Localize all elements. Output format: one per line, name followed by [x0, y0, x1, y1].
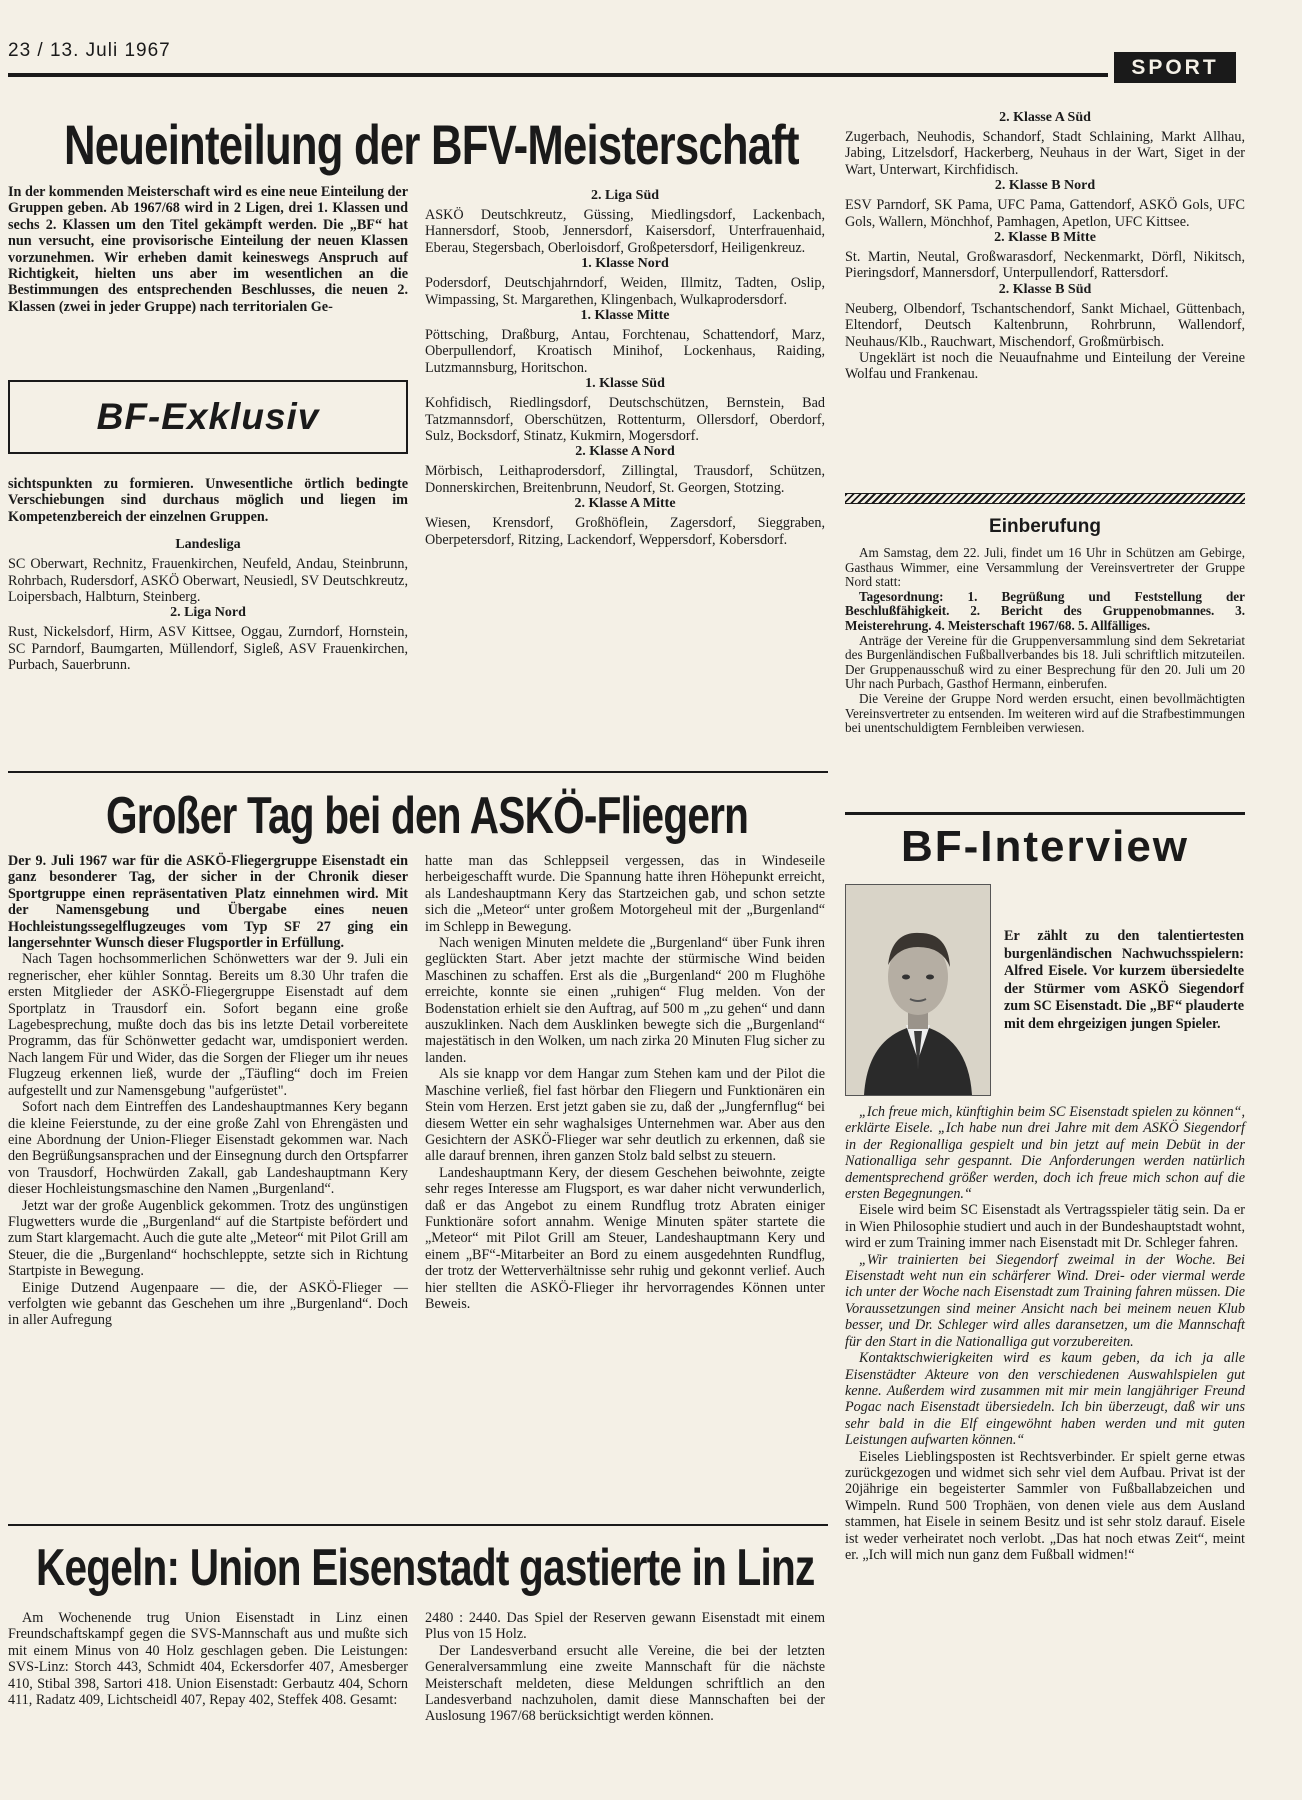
einberufung-agenda: Tagesordnung: 1. Begrüßung und Feststellung der Beschlußfähigkeit. 2. Bericht des Gruppenobmannes. 3. Meisterehrung. 4. Meisterschaft 1967/68. 5. Allfälliges.	[845, 588, 1245, 633]
league-title: 2. Klasse A Süd	[999, 110, 1091, 125]
league-block	[8, 605, 408, 673]
league-teams: Kohfidisch, Riedlingsdorf, Deutschschützen, Bernstein, Bad Tatzmannsdorf, Oberschützen, Rottenturm, Ollersdorf, Oberdorf, Sulz, Bocksdorf, Stinatz, Kukmirn, Mogersdorf.	[425, 395, 825, 445]
league-title: 1. Klasse Süd	[585, 376, 665, 392]
section-badge: SPORT	[1114, 52, 1236, 83]
league-teams: Neuberg, Olbendorf, Tschantschendorf, Sankt Michael, Güttenbach, Eltendorf, Deutsch Kaltenbrunn, Rohrbrunn, Wallendorf, Neuhaus/Klb., Rauchwart, Mischendorf, Großmürbisch.	[845, 300, 1245, 350]
league-block	[845, 230, 1245, 282]
divider	[8, 771, 828, 773]
article1-column-1	[8, 184, 408, 315]
einberufung-title: Einberufung	[989, 516, 1101, 537]
interview-quote: „Ich freue mich, künftighin beim SC Eisenstadt spielen zu können“, erklärte Eisele. „Ich habe nun drei Jahre mit dem ASKÖ Siegendorf in der Regionalliga gespielt und bin jetzt auf mein Debüt in der Nationalliga sehr gespannt. Die Anforderungen werden natürlich dementsprechend größer werden, doch ich freue mich schon auf die ersten Begegnungen.“	[845, 1104, 1245, 1203]
league-title: 2. Klasse B Mitte	[994, 230, 1096, 246]
article2-paragraph: Sofort nach dem Eintreffen des Landeshauptmannes Kery begann die kleine Feierstunde, zu der eine große Zahl von Ehrengästen und eine Abordnung der Union-Flieger Eisenstadt gekommen war. Nach den Begrüßungsansprachen und der Einsegnung durch den Ortspfarrer von Trausdorf, Hochwürden Zakall, gab Landeshauptmann Kery dieser Hochleistungsmaschine den Namen „Burgenland“.	[8, 1099, 408, 1198]
article2-column-1	[8, 853, 408, 1329]
interview-lead: Er zählt zu den talentiertesten burgenländischen Nachwuchsspielern: Alfred Eisele. Vor kurzem übersiedelte der Stürmer vom ASKÖ Siegendorf zum SC Eisenstadt. Die „BF“ plauderte mit dem ehrgeizigen jungen Spieler.	[1004, 928, 1244, 1032]
article1-closing: Ungeklärt ist noch die Neuaufnahme und Einteilung der Vereine Wolfau und Frankenau.	[845, 350, 1245, 383]
league-title: 1. Klasse Nord	[581, 256, 669, 272]
league-teams: ASKÖ Deutschkreutz, Güssing, Miedlingsdorf, Lackenbach, Hannersdorf, Stoob, Jennersdorf, Kaisersdorf, Unterfrauenhaid, Eberau, Stegersbach, Oberloisdorf, Großpetersdorf, Heiligenkreuz.	[425, 207, 825, 256]
article2-paragraph: Nach Tagen hochsommerlichen Schönwetters war der 9. Juli ein regnerischer, eher kühler Sonntag. Bereits um 8.30 Uhr trafen die ersten Mitglieder der ASKÖ-Fliegergruppe Eisenstadt auf dem Sportplatz in Trausdorf ein. Sofort begann eine große Lagebesprechung, mußte doch das bis ins letzte Detail vorbereitete Programm, das für Schönwetter gedacht war, umdisponiert werden. Nach langem Für und Wider, das die Sorgen der Flieger um ihr neues Flugzeug erkennen ließ, wurde der „Täufling“ doch im Freien aufgestellt und zur Namensgebung "aufgerüstet".	[8, 951, 408, 1099]
league-teams: St. Martin, Neutal, Großwarasdorf, Neckenmarkt, Dörfl, Nikitsch, Pieringsdorf, Mannersdorf, Unterpullendorf, Rattersdorf.	[845, 249, 1245, 282]
einberufung-text: Am Samstag, dem 22. Juli, findet um 16 Uhr in Schützen am Gebirge, Gasthaus Wimmer, eine Versammlung der Vereinsvertreter der Gruppe Nord statt:	[845, 545, 1245, 590]
divider	[8, 1524, 828, 1526]
interview-body	[845, 1104, 1245, 1563]
interview-quote: „Wir trainierten bei Siegendorf zweimal in der Woche. Bei Eisenstadt weht nun ein schärferer Wind. Drei- oder viermal werde ich unter der Woche nach Eisenstadt zum Training fahren müssen. Die Voraussetzungen sind meiner Ansicht nach bei meinem neuen Klub besser, und Dr. Schleger wird alles daransetzen, um die Mannschaft für den Start in die Nationalliga gut vorzubereiten.	[845, 1251, 1245, 1350]
league-block	[425, 496, 825, 548]
headline-kegeln: Kegeln: Union Eisenstadt gastierte in Linz	[36, 1539, 815, 1597]
league-title: 2. Liga Nord	[170, 605, 246, 621]
article2-paragraph: Nach wenigen Minuten meldete die „Burgenland“ über Funk ihren geglückten Start. Aber jetzt machte der stürmische Wind beiden Maschinen zu schaffen. Erst als die „Burgenland“ 200 m Flughöhe erreichte, konnte sie einen „ruhigen“ Flug melden. Von der Bodenstation erhielt sie den Auftrag, auf 500 m „zu gehen“ und dann auszuklinken. Nach dem Ausklinken bewegte sich die „Burgenland“ majestätisch in den Wolken, um nach zirka 20 Minuten Flug sicher zu landen.	[425, 935, 825, 1066]
article1-column-3	[845, 110, 1245, 383]
divider	[845, 493, 1245, 504]
headline-bfv: Neueinteilung der BFV-Meisterschaft	[64, 113, 799, 176]
article2-paragraph: Als sie knapp vor dem Hangar zum Stehen kam und der Pilot die Maschine verließ, fiel fast hörbar den Fliegern und Funktionären ein Stein vom Herzen. Erst jetzt gaben sie zu, daß der „Jungfernflug“ bei diesem Wetter ein sehr waghalsiges Unternehmen war. Aber aus den Gesichtern der ASKÖ-Flieger war sehr deutlich zu erkennen, daß sie alle darauf brennen, ihren ganzen Stolz bald selbst zu steuern.	[425, 1066, 825, 1165]
league-title: 2. Klasse B Süd	[998, 281, 1092, 297]
article3-paragraph: 2480 : 2440. Das Spiel der Reserven gewann Eisenstadt mit einem Plus von 15 Holz.	[425, 1610, 825, 1643]
player-portrait-icon	[846, 885, 990, 1095]
league-title: Landesliga	[175, 537, 241, 553]
article3-column-2	[425, 1610, 825, 1725]
article1-intro: In der kommenden Meisterschaft wird es eine neue Einteilung der Gruppen geben. Ab 1967/68 wird in 2 Ligen, drei 1. Klassen und sechs 2. Klassen um den Titel gekämpft werden. Die „BF“ hat nun versucht, eine provisorische Einteilung der neuen Klassen vorzunehmen. Wir erheben damit keineswegs Anspruch auf Richtigkeit, hielten uns aber im wesentlichen an die Bestimmungen des entsprechenden Beschlusses, die neuen 2. Klassen (zwei in jeder Gruppe) nach territorialen Ge-	[8, 184, 408, 315]
league-teams: Pöttsching, Draßburg, Antau, Forchtenau, Schattendorf, Marz, Oberpullendorf, Kroatisch Minihof, Lockenhaus, Raiding, Lutzmannsburg, Horitschon.	[425, 327, 825, 376]
article1-intro-cont: sichtspunkten zu formieren. Unwesentliche örtlich bedingte Verschiebungen sind durchaus möglich und liegen im Kompetenzbereich der einzelnen Gruppen.	[8, 476, 408, 525]
league-block	[425, 308, 825, 376]
league-teams: Mörbisch, Leithaprodersdorf, Zillingtal, Trausdorf, Schützen, Donnerskirchen, Breitenbrunn, Neudorf, St. Georgen, Stotzing.	[425, 463, 825, 496]
league-block	[845, 282, 1245, 350]
einberufung-notice	[845, 516, 1245, 736]
league-title: 2. Liga Süd	[590, 188, 660, 203]
league-title: 2. Klasse A Nord	[575, 444, 675, 460]
interview-paragraph: Eisele wird beim SC Eisenstadt als Vertragsspieler tätig sein. Da er in Wien Philosophie studiert und auch in der Bundeshauptstadt wohnt, wird er zum Training immer nach Eisenstadt mit Dr. Schleger fahren.	[845, 1202, 1245, 1252]
league-block	[425, 444, 825, 496]
league-title: 2. Klasse A Mitte	[574, 496, 676, 512]
league-teams: Wiesen, Krensdorf, Großhöflein, Zagersdorf, Sieggraben, Oberpetersdorf, Ritzing, Lackendorf, Weppersdorf, Kobersdorf.	[425, 515, 825, 548]
article2-lead: Der 9. Juli 1967 war für die ASKÖ-Fliegergruppe Eisenstadt ein ganz besonderer Tag, der sicher in der Chronik dieser Sportgruppe einen repräsentativen Platz einnehmen wird. Mit der Namensgebung und Übergabe eines neuen Hochleistungssegelflugzeuges vom Typ SF 27 ging ein langersehnter Wunsch dieser Flugsportler in Erfüllung.	[8, 853, 408, 952]
article2-paragraph: Landeshauptmann Kery, der diesem Geschehen beiwohnte, zeigte sehr reges Interesse am Flugsport, es war daher nicht verwunderlich, daß er das Angebot zu einem Rundflug trotz Abraten einiger Funktionäre sofort annahm. Wenige Minuten später startete die „Meteor“ mit Pilot Grill am Steuer, Landeshauptmann Kery und einem „BF“-Mitarbeiter an Bord zu einem ausgedehnten Rundflug, der trotz der Wetterverhältnisse sehr ruhig und gekonnt verlief. Auch hier stellten die ASKÖ-Flieger ihr hervorragendes Können unter Beweis.	[425, 1164, 825, 1312]
article3-column-1	[8, 1610, 408, 1708]
einberufung-text: Anträge der Vereine für die Gruppenversammlung sind dem Sekretariat des Burgenländischen Fußballverbandes bis 18. Juli schriftlich mitzuteilen. Der Gruppenausschuß wird zu einer Besprechung für den 20. Juli um 20 Uhr nach Purbach, Gasthof Hermann, einberufen.	[845, 632, 1245, 692]
league-block	[845, 110, 1245, 178]
league-block	[425, 376, 825, 444]
interview-title: BF-Interview	[900, 822, 1190, 871]
header-rule	[8, 73, 1108, 77]
league-block	[425, 188, 825, 256]
article2-column-2	[425, 853, 825, 1312]
exklusiv-label: BF-Exklusiv	[96, 396, 320, 437]
league-title: 1. Klasse Mitte	[580, 308, 670, 324]
article1-column-2	[425, 188, 825, 548]
league-teams: ESV Parndorf, SK Pama, UFC Pama, Gattendorf, ASKÖ Gols, UFC Gols, Wallern, Mönchhof, Pamhagen, Apetlon, UFC Kittsee.	[845, 197, 1245, 230]
article2-paragraph: Jetzt war der große Augenblick gekommen. Trotz des ungünstigen Flugwetters wurde die „Burgenland“ auf die Startpiste befördert und zum Start klargemacht. Auch die gute alte „Meteor“ mit Pilot Grill am Steuer, die die „Burgenland“ hochschleppte, setzte sich in Richtung Startpiste in Bewegung.	[8, 1197, 408, 1280]
article3-paragraph: Am Wochenende trug Union Eisenstadt in Linz einen Freundschaftskampf gegen die SVS-Mannschaft aus und mußte sich mit einem Minus von 40 Holz geschlagen geben. Die Leistungen: SVS-Linz: Storch 443, Schmidt 404, Eckersdorfer 407, Amesberger 410, Stibal 398, Sartori 418. Union Eisenstadt: Gerbautz 404, Schorn 411, Radatz 409, Lichtscheidl 407, Repay 402, Steffek 408. Gesamt:	[8, 1610, 408, 1709]
interview-lead-box	[1004, 928, 1244, 1033]
league-teams: Zugerbach, Neuhodis, Schandorf, Stadt Schlaining, Markt Allhau, Jabing, Litzelsdorf, Hackerberg, Neuhaus in der Wart, Siget in der Wart, Unterwart, Kirchfidisch.	[845, 129, 1245, 178]
headline-askoe: Großer Tag bei den ASKÖ-Fliegern	[106, 787, 749, 845]
interview-quote: Kontaktschwierigkeiten wird es kaum geben, da ich ja alle Eisenstädter Akteure von den verschiedenen Auswahlspielen gut kenne. Außerdem wird zusammen mit mir mein langjähriger Freund Pogac nach Eisenstadt übersiedeln. Ich bin überzeugt, daß wir uns sehr bald in die Elf eingewöhnt haben werden und mit guten Leistungen aufwarten können.“	[845, 1350, 1245, 1449]
article2-paragraph: Einige Dutzend Augenpaare — die, der ASKÖ-Flieger — verfolgten wie gebannt das Geschehen um ihre „Burgenland“. Doch in aller Aufregung	[8, 1279, 408, 1329]
divider	[845, 812, 1245, 815]
league-teams: Podersdorf, Deutschjahrndorf, Weiden, Illmitz, Tadten, Oslip, Wimpassing, St. Margarethen, Klingenbach, Wulkaprodersdorf.	[425, 275, 825, 308]
league-title: 2. Klasse B Nord	[994, 178, 1096, 194]
league-block	[425, 256, 825, 308]
article3-paragraph: Der Landesverband ersucht alle Vereine, die bei der letzten Generalversammlung eine zweite Mannschaft für die nächste Meisterschaft meldeten, diese Meldungen schriftlich an den Landesverband nachzuholen, damit diese Mannschaften bei der Auslosung 1967/68 berücksichtigt werden können.	[425, 1642, 825, 1725]
einberufung-text: Die Vereine der Gruppe Nord werden ersucht, einen bevollmächtigten Vereinsvertreter zu entsenden. Im weiteren wird auf die Strafbestimmungen bei unentschuldigtem Fernbleiben verwiesen.	[845, 690, 1245, 736]
exklusiv-box	[8, 380, 408, 454]
league-block	[8, 537, 408, 605]
league-teams: Rust, Nickelsdorf, Hirm, ASV Kittsee, Oggau, Zurndorf, Hornstein, SC Parndorf, Baumgarten, Müllendorf, Sigleß, ASV Frauenkirchen, Purbach, Sauerbrunn.	[8, 624, 408, 674]
league-block	[845, 178, 1245, 230]
article2-paragraph: hatte man das Schleppseil vergessen, das in Windeseile herbeigeschafft wurde. Die Spannung hatte ihren Höhepunkt erreicht, als Landeshauptmann Kery das Startzeichen gab, und schon setzte sich die „Meteor“ unter großem Motorgeheul mit der „Burgenland“ im Schlepp in Bewegung.	[425, 853, 825, 935]
league-teams: SC Oberwart, Rechnitz, Frauenkirchen, Neufeld, Andau, Steinbrunn, Rohrbach, Rudersdorf, ASKÖ Oberwart, Neusiedl, SV Deutschkreutz, Loipersbach, Halbturn, Steinberg.	[8, 556, 408, 606]
interview-paragraph: Eiseles Lieblingsposten ist Rechtsverbinder. Er spielt gerne etwas zurückgezogen und widmet sich sehr viel dem Aufbau. Privat ist der 20jährige ein begeisterter Sammler von Fußballabzeichen und Wimpeln. Rund 500 Trophäen, von denen viele aus dem Ausland stammen, hat Eisele in seinem Besitz und ist sehr stolz darauf. Eisele ist weder verheiratet noch verlobt. „Das hat noch etwas Zeit“, meint er. „Ich will mich nun ganz dem Fußball widmen!“	[845, 1448, 1245, 1563]
page-info: 23 / 13. Juli 1967	[8, 40, 171, 61]
article1-column-1b	[8, 476, 408, 674]
league-list-col1	[8, 537, 408, 673]
player-photo	[845, 884, 991, 1096]
